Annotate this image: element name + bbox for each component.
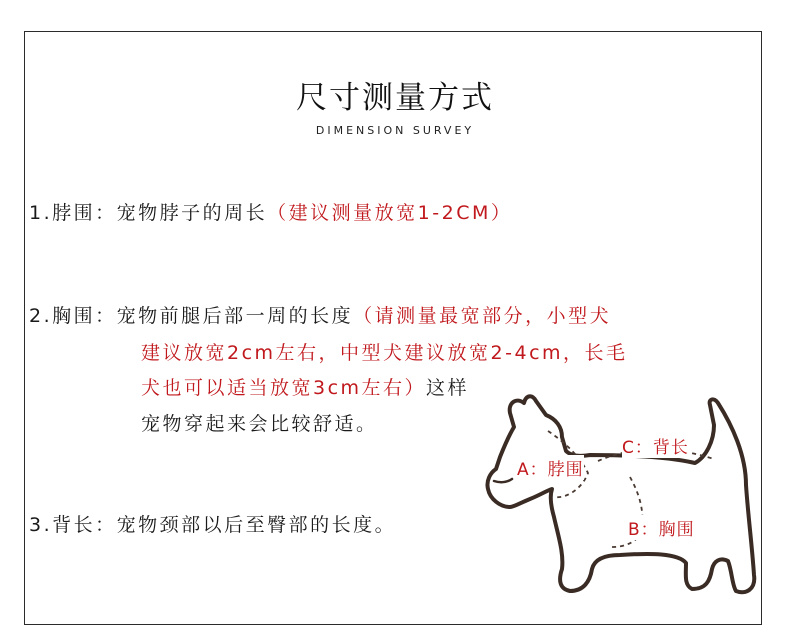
item-chest-tail-4: 宠物穿起来会比较舒适。	[141, 413, 378, 435]
item-neck	[29, 196, 512, 230]
dog-diagram-illustration	[470, 385, 770, 610]
item-neck-note: （建议测量放宽1-2CM）	[267, 202, 513, 224]
diagram-label-neck: A：脖围	[517, 455, 584, 480]
item-chest-label: 2.胸围：	[29, 305, 117, 327]
diagram-label-chest: B：胸围	[628, 515, 695, 540]
diagram-label-back: C：背长	[622, 433, 689, 458]
item-chest-line-3	[141, 371, 469, 405]
item-chest-note-2: 建议放宽2cm左右，中型犬建议放宽2-4cm，长毛	[141, 342, 628, 364]
page-subtitle: DIMENSION SURVEY	[315, 124, 475, 137]
item-chest-desc: 宠物前腿后部一周的长度	[116, 305, 354, 327]
dog-outline	[487, 396, 754, 592]
item-back	[29, 508, 396, 542]
item-neck-desc: 宠物脖子的周长	[116, 202, 268, 224]
item-back-desc: 宠物颈部以后至臀部的长度。	[116, 514, 397, 536]
item-chest-note-3: 犬也可以适当放宽3cm左右）	[141, 377, 427, 399]
item-chest-note-1: （请测量最宽部分，小型犬	[353, 305, 612, 327]
item-chest-tail-3: 这样	[426, 377, 470, 399]
item-neck-label: 1.脖围：	[29, 202, 117, 224]
page-title: 尺寸测量方式	[296, 80, 494, 116]
item-back-label: 3.背长：	[29, 514, 117, 536]
item-chest	[29, 299, 611, 333]
